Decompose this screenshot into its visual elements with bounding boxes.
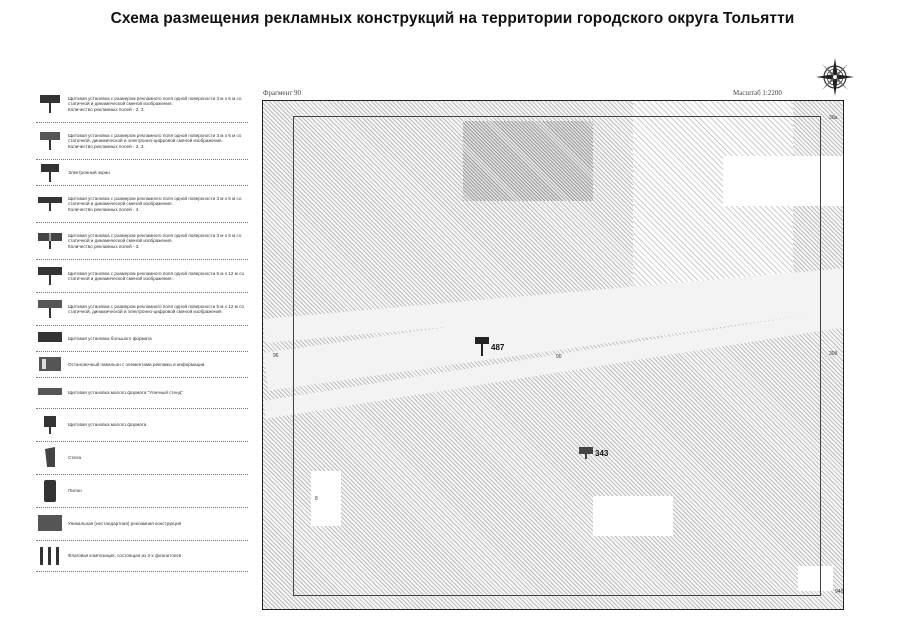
legend-item	[36, 160, 248, 186]
legend-item	[36, 260, 248, 293]
bus-stop-icon	[36, 354, 64, 376]
legend-text: Щитовая установка с размером рекламного поля одной поверхности 3 м х 6 м со статичной и динамической сменой изображения. Количество рекламных полей - 4.	[68, 195, 242, 212]
legend-text: Щитовая установка малого формата	[68, 422, 147, 428]
billboard-5x12-icon	[36, 265, 64, 287]
dark-area	[463, 121, 593, 201]
billboard-3x6-digital-icon	[36, 130, 64, 152]
cell-label: 94б	[835, 589, 844, 595]
small-billboard-icon	[36, 414, 64, 436]
ad-marker[interactable]	[579, 447, 608, 459]
compass-rose-icon	[815, 57, 855, 97]
stele-icon	[36, 447, 64, 469]
page-title: Схема размещения рекламных конструкций на территории городского округа Тольятти	[110, 10, 795, 27]
legend-text: Электронный экран	[68, 169, 110, 175]
legend-item	[36, 293, 248, 326]
legend-text: Пилон	[68, 488, 82, 494]
billboard-icon	[475, 337, 489, 357]
billboard-icon	[579, 447, 593, 459]
billboard-5x12-digital-icon	[36, 298, 64, 320]
building	[593, 496, 673, 536]
map-fragment[interactable]	[262, 100, 844, 610]
cell-label: 90	[556, 354, 562, 360]
building	[723, 156, 843, 206]
legend	[36, 86, 248, 572]
legend-item	[36, 475, 248, 508]
legend-text: Флаговая композиция, состоящая из 3-х флагштоков	[68, 553, 182, 559]
legend-text: Остановочный павильон с элементами рекламы и информации.	[68, 361, 206, 367]
legend-text: Щитовая установка с размером рекламного поля одной поверхности 3 м х 6 м со статичной и динамической сменой изображения. Количество рекламных полей - 2, 3.	[68, 95, 242, 112]
legend-item	[36, 223, 248, 260]
legend-text: Щитовая установка большого формата	[68, 335, 152, 341]
cell-label: 96	[273, 353, 279, 359]
legend-item	[36, 378, 248, 409]
legend-item	[36, 541, 248, 572]
billboard-3x6-icon	[36, 93, 64, 115]
legend-item	[36, 186, 248, 223]
legend-text: Уникальная (нестандартная) рекламная конструкция	[68, 521, 182, 527]
flag-composition-icon	[36, 545, 64, 567]
legend-item	[36, 352, 248, 378]
legend-item	[36, 409, 248, 442]
cell-label: 30б	[829, 351, 838, 357]
legend-text: Щитовая установка с размером рекламного поля одной поверхности 3 м х 6 м со статичной, динамической и электронно-цифровой сменой изображения. Количество рекламных полей - 2, 3.	[68, 132, 242, 149]
legend-text: Щитовая установка с размером рекламного поля одной поверхности 3 м х 6 м со статичной и динамической сменой изображения. Количество рекламных полей - 3.	[68, 232, 242, 249]
legend-text: Щитовая установка малого формата "Уличный стенд"	[68, 390, 183, 396]
pylon-icon	[36, 480, 64, 502]
scale-label: Масштаб 1:2200	[733, 89, 782, 97]
unique-construction-icon	[36, 513, 64, 535]
legend-item	[36, 86, 248, 123]
legend-item	[36, 442, 248, 475]
street-stand-icon	[36, 382, 64, 404]
ad-marker[interactable]	[475, 337, 504, 357]
legend-item	[36, 326, 248, 352]
legend-item	[36, 508, 248, 541]
billboard-3x6-3-icon	[36, 230, 64, 252]
cell-label: 8	[315, 496, 318, 502]
legend-text: Щитовая установка с размером рекламного поля одной поверхности 5 м х 12 м со статичной, динамической и электронно-цифровой сменой изображения.	[68, 303, 245, 314]
legend-item	[36, 123, 248, 160]
legend-text: Стела	[68, 455, 82, 461]
legend-text: Щитовая установка с размером рекламного поля одной поверхности 5 м х 12 м со статичной и динамической сменой изображения.	[68, 270, 245, 281]
large-billboard-icon	[36, 328, 64, 350]
building	[798, 566, 833, 591]
electronic-screen-icon	[36, 162, 64, 184]
fragment-label: Фрагмент 90	[263, 89, 302, 97]
billboard-3x6-4-icon	[36, 193, 64, 215]
ad-marker-label: 343	[595, 448, 609, 458]
ad-marker-label: 487	[491, 342, 505, 352]
cell-label: 30а	[829, 115, 838, 121]
